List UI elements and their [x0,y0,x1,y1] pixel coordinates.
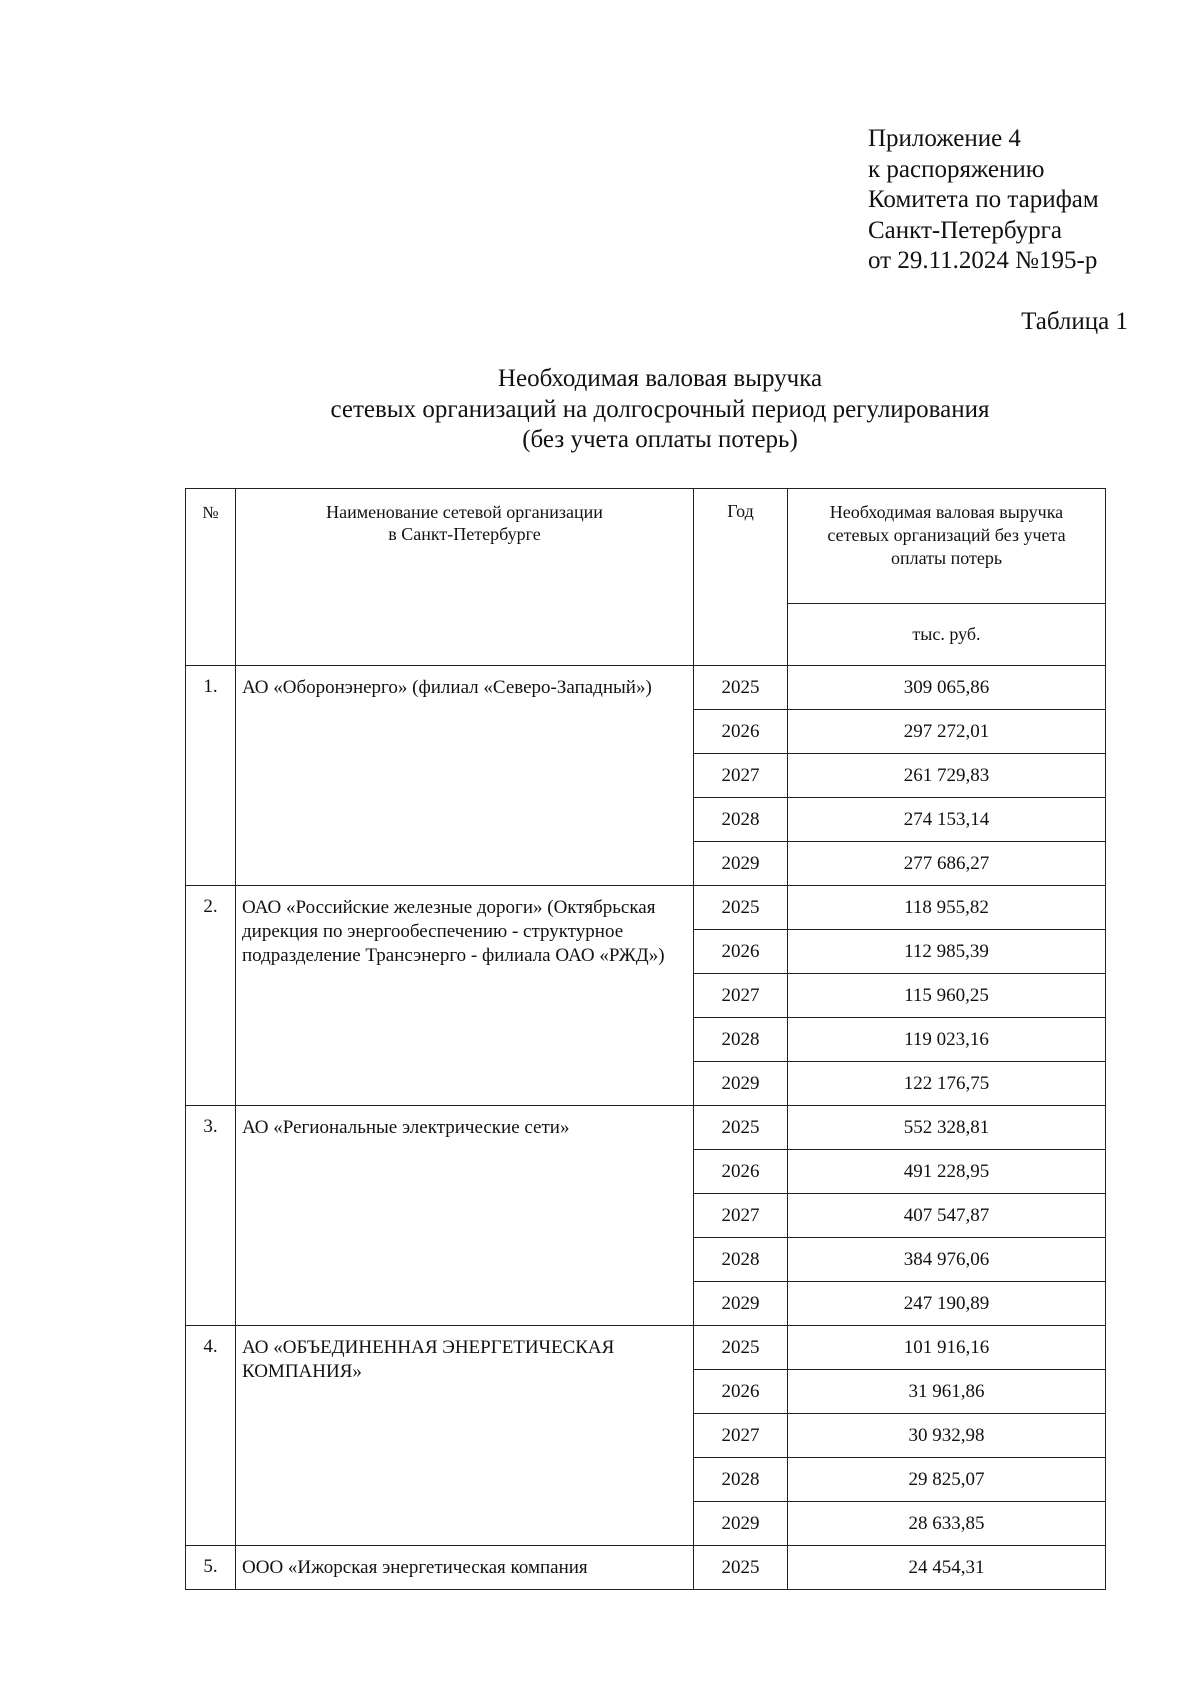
header-revenue-line: Необходимая валовая выручка [829,502,1064,522]
year-cell: 2025 [694,666,788,710]
org-number: 2. [186,886,236,1106]
year-cell: 2028 [694,1018,788,1062]
org-name: АО «Оборонэнерго» (филиал «Северо-Западный») [236,666,694,886]
year-cell: 2028 [694,1238,788,1282]
org-name: ОАО «Российские железные дороги» (Октябрьская дирекция по энергообеспечению - структурное подразделение Трансэнерго - филиала ОАО «РЖД») [236,886,694,1106]
year-cell: 2029 [694,1502,788,1546]
year-cell: 2025 [694,886,788,930]
header-row [186,489,1106,604]
year-cell: 2027 [694,1194,788,1238]
table-row [186,886,1106,930]
year-cell: 2029 [694,842,788,886]
revenue-cell: 24 454,31 [788,1546,1106,1590]
table-row [186,1106,1106,1150]
revenue-cell: 118 955,82 [788,886,1106,930]
header-number: № [186,489,236,666]
header-org-name-line: Наименование сетевой организации [326,502,603,522]
year-cell: 2029 [694,1282,788,1326]
title-line: сетевых организаций на долгосрочный период регулирования [330,395,990,423]
revenue-cell: 29 825,07 [788,1458,1106,1502]
header-org-name [236,489,694,666]
year-cell: 2026 [694,1150,788,1194]
org-number: 3. [186,1106,236,1326]
header-revenue-line: оплаты потерь [890,548,1003,568]
year-cell: 2027 [694,754,788,798]
year-cell: 2025 [694,1106,788,1150]
year-cell: 2028 [694,1458,788,1502]
year-cell: 2025 [694,1326,788,1370]
year-cell: 2027 [694,1414,788,1458]
org-number: 4. [186,1326,236,1546]
document-title [150,364,1170,456]
revenue-cell: 274 153,14 [788,798,1106,842]
header-unit: тыс. руб. [788,604,1106,666]
revenue-cell: 101 916,16 [788,1326,1106,1370]
revenue-cell: 407 547,87 [788,1194,1106,1238]
revenue-cell: 119 023,16 [788,1018,1106,1062]
revenue-cell: 261 729,83 [788,754,1106,798]
appendix-line: к распоряжению [868,155,1045,183]
org-name: АО «Региональные электрические сети» [236,1106,694,1326]
revenue-cell: 30 932,98 [788,1414,1106,1458]
revenue-cell: 309 065,86 [788,666,1106,710]
appendix-block [868,124,1099,277]
appendix-line: Приложение 4 [868,125,1021,152]
header-revenue [788,489,1106,604]
table-row [186,1546,1106,1590]
org-number: 1. [186,666,236,886]
org-number: 5. [186,1546,236,1590]
header-year: Год [694,489,788,666]
revenue-cell: 384 976,06 [788,1238,1106,1282]
header-revenue-line: сетевых организаций без учета [827,525,1066,545]
table-row [186,1326,1106,1370]
revenue-cell: 28 633,85 [788,1502,1106,1546]
year-cell: 2026 [694,710,788,754]
header-org-name-line: в Санкт-Петербурге [388,524,541,544]
revenue-cell: 491 228,95 [788,1150,1106,1194]
year-cell: 2026 [694,930,788,974]
revenue-cell: 112 985,39 [788,930,1106,974]
table-label: Таблица 1 [1021,308,1128,335]
revenue-cell: 247 190,89 [788,1282,1106,1326]
appendix-line: Санкт-Петербурга [868,216,1063,244]
title-line: (без учета оплаты потерь) [522,426,798,453]
revenue-cell: 297 272,01 [788,710,1106,754]
year-cell: 2028 [694,798,788,842]
org-name: ООО «Ижорская энергетическая компания [236,1546,694,1590]
org-name: АО «ОБЪЕДИНЕННАЯ ЭНЕРГЕТИЧЕСКАЯ КОМПАНИЯ» [236,1326,694,1546]
appendix-line: Комитета по тарифам [868,186,1099,213]
year-cell: 2027 [694,974,788,1018]
revenue-cell: 552 328,81 [788,1106,1106,1150]
year-cell: 2029 [694,1062,788,1106]
revenue-table [185,488,1106,1590]
revenue-cell: 122 176,75 [788,1062,1106,1106]
year-cell: 2025 [694,1546,788,1590]
title-line: Необходимая валовая выручка [497,365,823,392]
revenue-cell: 31 961,86 [788,1370,1106,1414]
appendix-line: от 29.11.2024 №195-р [868,247,1098,274]
year-cell: 2026 [694,1370,788,1414]
revenue-cell: 115 960,25 [788,974,1106,1018]
table-row [186,666,1106,710]
revenue-cell: 277 686,27 [788,842,1106,886]
